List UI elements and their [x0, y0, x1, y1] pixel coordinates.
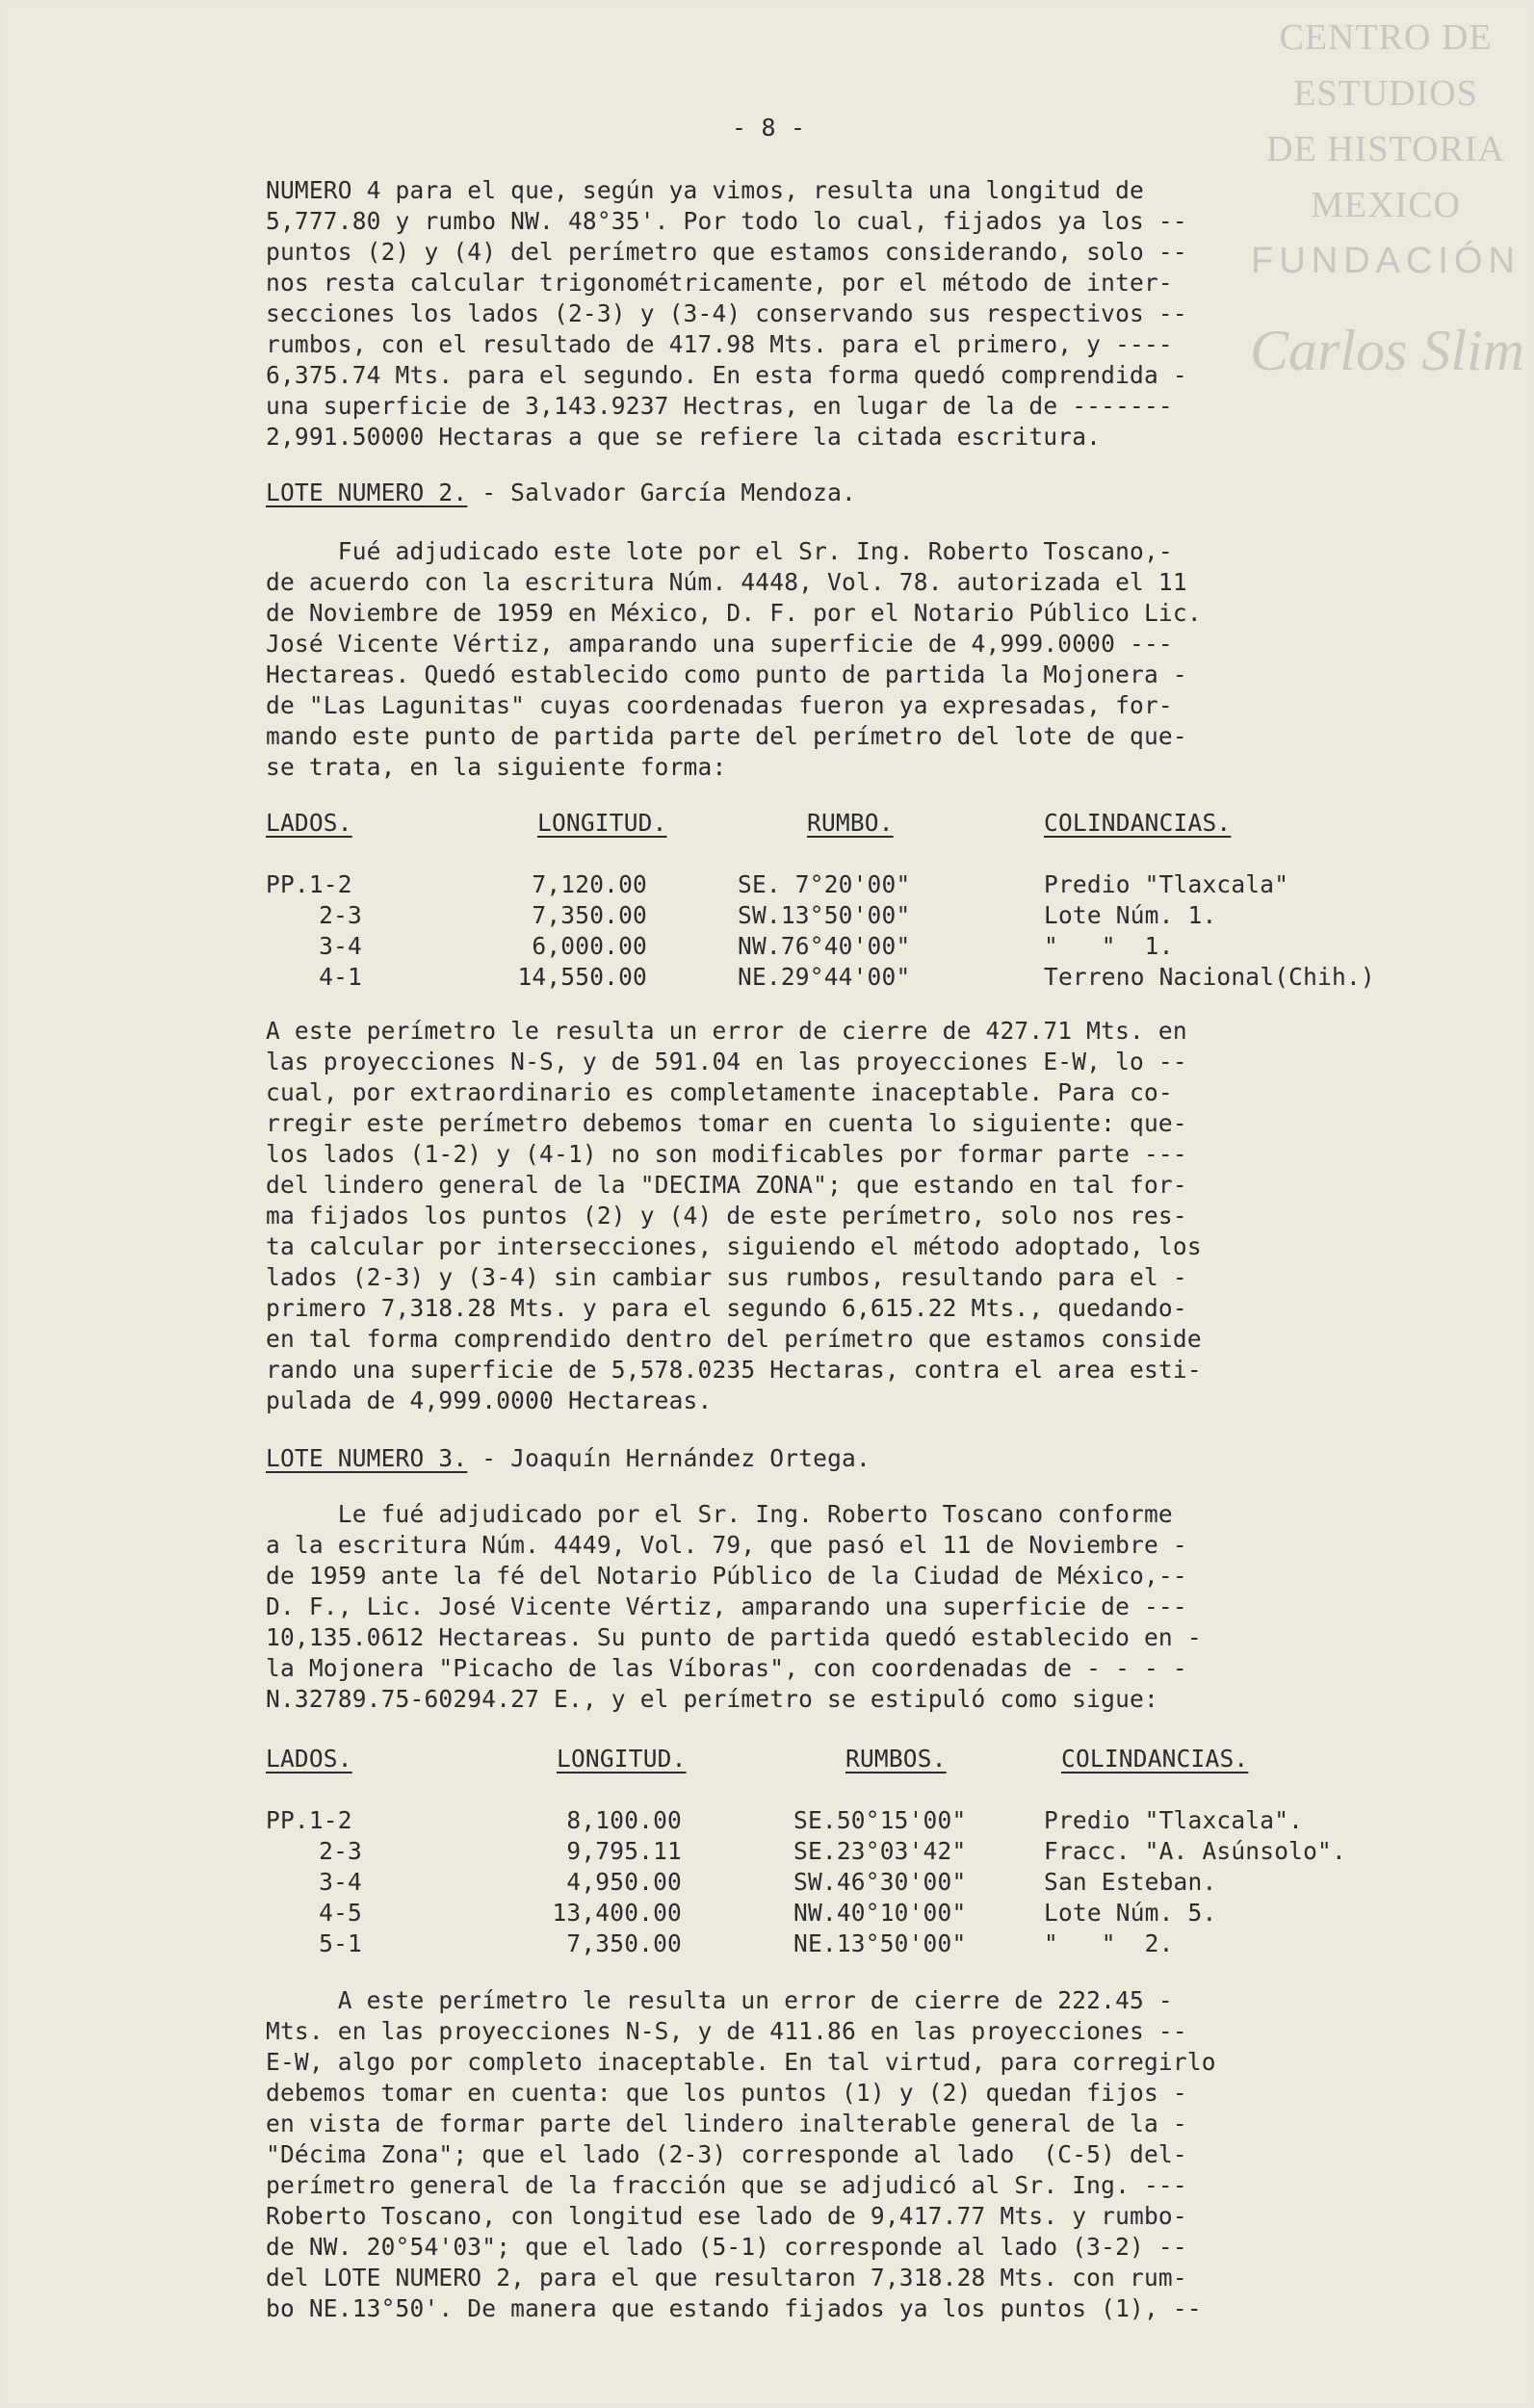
table-row: [266, 870, 1289, 901]
text-line: cual, por extraordinario es completamente inaceptable. Para co-: [266, 1078, 1173, 1106]
text-line: A este perímetro le resulta un error de cierre de 427.71 Mts. en: [266, 1017, 1187, 1045]
text-line: se trata, en la siguiente forma:: [266, 753, 727, 781]
cell-colindancia: Fracc. "A. Asúnsolo".: [1044, 1837, 1346, 1865]
text-line: mando este punto de partida parte del perímetro del lote de que-: [266, 722, 1187, 750]
table-row: [266, 1899, 1217, 1929]
text-line: perímetro general de la fracción que se adjudicó al Sr. Ing. ---: [266, 2171, 1187, 2199]
text-line: en tal forma comprendido dentro del perímetro que estamos conside: [266, 1325, 1202, 1353]
text-line: puntos (2) y (4) del perímetro que estamos considerando, solo --: [266, 238, 1187, 266]
cell-rumbo: SE.50°15'00": [793, 1806, 967, 1834]
cell-lado: 2-3: [319, 1837, 362, 1865]
text-line: "Décima Zona"; que el lado (2-3) corresponde al lado (C-5) del-: [266, 2140, 1187, 2168]
cell-colindancia: " " 1.: [1044, 932, 1174, 960]
watermark-line: DE HISTORIA: [1266, 129, 1505, 169]
cell-longitud: 7,350.00: [532, 901, 647, 929]
lote3-table: [266, 1745, 1346, 1960]
text-line: de NW. 20°54'03"; que el lado (5-1) corresponde al lado (3-2) --: [266, 2233, 1187, 2261]
text-line: de 1959 ante la fé del Notario Público de la Ciudad de México,--: [266, 1562, 1187, 1590]
col-header: COLINDANCIAS.: [1061, 1745, 1249, 1773]
text-line: de Noviembre de 1959 en México, D. F. por el Notario Público Lic.: [266, 599, 1202, 627]
cell-rumbo: SW.13°50'00": [738, 901, 911, 929]
text-line: E-W, algo por completo inaceptable. En tal virtud, para corregirlo: [266, 2048, 1216, 2076]
text-line: 2,991.50000 Hectaras a que se refiere la citada escritura.: [266, 423, 1102, 451]
lote2-owner: - Salvador García Mendoza.: [481, 479, 856, 506]
text-line: pulada de 4,999.0000 Hectareas.: [266, 1386, 713, 1414]
cell-rumbo: NE.29°44'00": [738, 963, 911, 991]
watermark-line: FUNDACIÓN: [1251, 241, 1521, 281]
text-line: de "Las Lagunitas" cuyas coordenadas fueron ya expresadas, for-: [266, 691, 1173, 719]
text-line: NUMERO 4 para el que, según ya vimos, resulta una longitud de: [266, 176, 1144, 204]
cell-longitud: 13,400.00: [552, 1899, 682, 1927]
text-line: Fué adjudicado este lote por el Sr. Ing. Roberto Toscano,-: [266, 537, 1173, 565]
cell-rumbo: NE.13°50'00": [793, 1929, 967, 1957]
text-line: nos resta calcular trigonométricamente, por el método de inter-: [266, 269, 1173, 297]
text-line: primero 7,318.28 Mts. y para el segundo 6,615.22 Mts., quedando-: [266, 1294, 1187, 1322]
text-line: secciones los lados (2-3) y (3-4) conservando sus respectivos --: [266, 299, 1187, 327]
col-header: LONGITUD.: [557, 1745, 687, 1773]
text-line: rando una superficie de 5,578.0235 Hectaras, contra el area esti-: [266, 1356, 1202, 1384]
cell-lado: 2-3: [319, 901, 362, 929]
cell-colindancia: Terreno Nacional(Chih.): [1044, 963, 1375, 991]
text-line: A este perímetro le resulta un error de cierre de 222.45 -: [266, 1986, 1173, 2014]
intro-paragraph: [266, 175, 1421, 453]
text-line: los lados (1-2) y (4-1) no son modificables por formar parte ---: [266, 1140, 1187, 1168]
lote3-owner: - Joaquín Hernández Ortega.: [481, 1444, 871, 1472]
text-line: las proyecciones N-S, y de 591.04 en las proyecciones E-W, lo --: [266, 1048, 1187, 1075]
text-line: José Vicente Vértiz, amparando una superficie de 4,999.0000 ---: [266, 630, 1173, 658]
text-line: 10,135.0612 Hectareas. Su punto de partida quedó establecido en -: [266, 1623, 1202, 1651]
cell-longitud: 7,350.00: [566, 1929, 682, 1957]
lote2-title: LOTE NUMERO 2.: [266, 479, 468, 506]
cell-longitud: 6,000.00: [532, 932, 647, 960]
table-row: [266, 963, 1375, 994]
cell-colindancia: Lote Núm. 1.: [1044, 901, 1217, 929]
cell-rumbo: NW.40°10'00": [793, 1899, 967, 1927]
text-line: bo NE.13°50'. De manera que estando fijados ya los puntos (1), --: [266, 2294, 1202, 2322]
text-line: ma fijados los puntos (2) y (4) de este perímetro, solo nos res-: [266, 1202, 1187, 1230]
text-line: la Mojonera "Picacho de las Víboras", con coordenadas de - - - -: [266, 1654, 1187, 1682]
table-row: [266, 1929, 1174, 1960]
lote2-heading: [266, 479, 856, 506]
cell-lado: 4-1: [319, 963, 362, 991]
cell-longitud: 9,795.11: [566, 1837, 682, 1865]
cell-rumbo: SE. 7°20'00": [738, 870, 911, 898]
cell-lado: PP.1-2: [266, 870, 352, 898]
text-line: Hectareas. Quedó establecido como punto de partida la Mojonera -: [266, 660, 1187, 688]
cell-colindancia: Predio "Tlaxcala".: [1044, 1806, 1304, 1834]
table-header-row: [266, 809, 1232, 840]
cell-longitud: 7,120.00: [532, 870, 647, 898]
text-line: 6,375.74 Mts. para el segundo. En esta forma quedó comprendida -: [266, 361, 1187, 389]
cell-lado: 5-1: [319, 1929, 362, 1957]
text-line: N.32789.75-60294.27 E., y el perímetro se estipuló como sigue:: [266, 1685, 1158, 1713]
cell-longitud: 14,550.00: [517, 963, 647, 991]
watermark-signature: Carlos Slim: [1249, 319, 1524, 382]
page-number: - 8 -: [732, 114, 806, 142]
cell-rumbo: SW.46°30'00": [793, 1868, 967, 1896]
col-header: LONGITUD.: [537, 809, 667, 837]
table-row: [266, 901, 1217, 932]
lote3-paragraph: [266, 1499, 1421, 1715]
lote2-paragraph: [266, 536, 1421, 783]
text-line: D. F., Lic. José Vicente Vértiz, amparando una superficie de ---: [266, 1592, 1187, 1620]
text-line: una superficie de 3,143.9237 Hectras, en lugar de la de -------: [266, 392, 1173, 420]
text-line: del lindero general de la "DECIMA ZONA"; que estando en tal for-: [266, 1171, 1187, 1199]
table-row: [266, 1868, 1217, 1899]
cell-rumbo: SE.23°03'42": [793, 1837, 967, 1865]
lote3-title: LOTE NUMERO 3.: [266, 1444, 468, 1472]
lote2-after-paragraph: [266, 1016, 1421, 1416]
lote2-table: [266, 809, 1375, 994]
table-row: [266, 1806, 1304, 1837]
table-header-row: [266, 1745, 1249, 1775]
text-line: 5,777.80 y rumbo NW. 48°35'. Por todo lo cual, fijados ya los --: [266, 207, 1187, 235]
cell-colindancia: San Esteban.: [1044, 1868, 1217, 1896]
text-line: Roberto Toscano, con longitud ese lado de 9,417.77 Mts. y rumbo-: [266, 2202, 1187, 2230]
text-line: Mts. en las proyecciones N-S, y de 411.86 en las proyecciones --: [266, 2017, 1187, 2045]
cell-lado: 3-4: [319, 1868, 362, 1896]
cell-longitud: 8,100.00: [566, 1806, 682, 1834]
col-header: COLINDANCIAS.: [1044, 809, 1232, 837]
watermark-line: MEXICO: [1311, 185, 1461, 225]
lote3-after-paragraph: [266, 1985, 1421, 2324]
cell-lado: 3-4: [319, 932, 362, 960]
lote3-heading: [266, 1444, 871, 1472]
watermark-line: ESTUDIOS: [1293, 73, 1478, 114]
cell-colindancia: Predio "Tlaxcala": [1044, 870, 1289, 898]
text-line: rumbos, con el resultado de 417.98 Mts. para el primero, y ----: [266, 330, 1173, 358]
text-line: de acuerdo con la escritura Núm. 4448, Vol. 78. autorizada el 11: [266, 568, 1187, 596]
col-header: RUMBO.: [807, 809, 894, 837]
cell-colindancia: " " 2.: [1044, 1929, 1174, 1957]
col-header: RUMBOS.: [845, 1745, 947, 1773]
cell-rumbo: NW.76°40'00": [738, 932, 911, 960]
watermark-line: CENTRO DE: [1279, 17, 1493, 58]
cell-lado: PP.1-2: [266, 1806, 352, 1834]
text-line: del LOTE NUMERO 2, para el que resultaron 7,318.28 Mts. con rum-: [266, 2264, 1187, 2291]
table-row: [266, 932, 1174, 963]
text-line: a la escritura Núm. 4449, Vol. 79, que pasó el 11 de Noviembre -: [266, 1531, 1187, 1559]
col-header: LADOS.: [266, 1745, 352, 1773]
text-line: en vista de formar parte del lindero inalterable general de la -: [266, 2110, 1187, 2137]
cell-colindancia: Lote Núm. 5.: [1044, 1899, 1217, 1927]
cell-lado: 4-5: [319, 1899, 362, 1927]
text-line: lados (2-3) y (3-4) sin cambiar sus rumbos, resultando para el -: [266, 1263, 1187, 1291]
text-line: debemos tomar en cuenta: que los puntos (1) y (2) quedan fijos -: [266, 2079, 1187, 2107]
cell-longitud: 4,950.00: [566, 1868, 682, 1896]
text-line: ta calcular por intersecciones, siguiendo el método adoptado, los: [266, 1232, 1202, 1260]
col-header: LADOS.: [266, 809, 352, 837]
text-line: rregir este perímetro debemos tomar en cuenta lo siguiente: que-: [266, 1109, 1187, 1137]
table-row: [266, 1837, 1346, 1868]
text-line: Le fué adjudicado por el Sr. Ing. Roberto Toscano conforme: [266, 1500, 1173, 1528]
